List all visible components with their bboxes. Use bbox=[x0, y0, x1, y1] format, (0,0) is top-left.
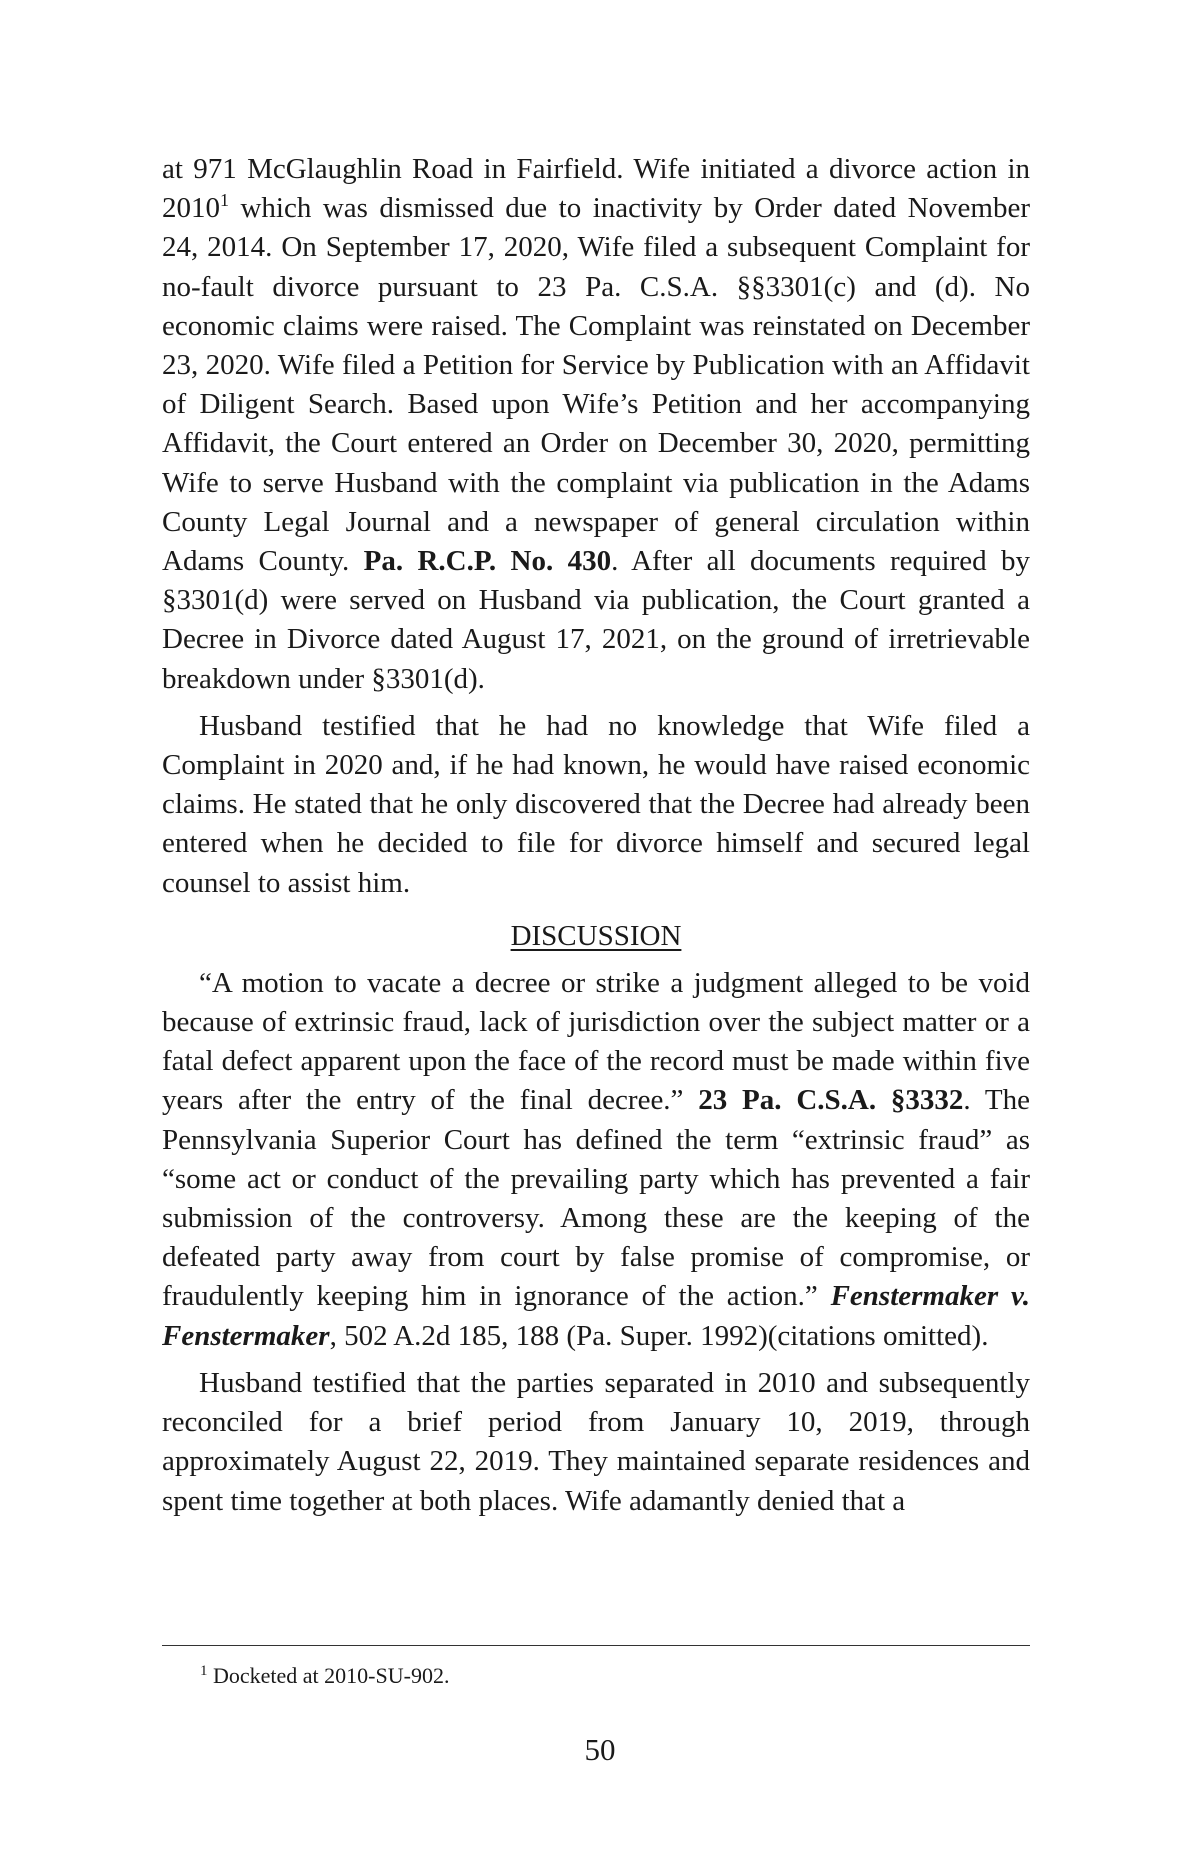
text-segment: which was dismissed due to inactivity by Order dated November 24, 2014. On September 17, 2020, Wife filed a subsequent Complaint for no-fault divorce pursuant to 23 Pa. C.S.A. §§3301(c) and (d). No economic claims were raised. The Complaint was reinstated on December 23, 2020. Wife filed a Petition for Service by Publication with an Affidavit of Diligent Search. Based upon Wife’s Petition and her accompanying Affidavit, the Court entered an Order on December 30, 2020, permitting Wife to serve Husband with the complaint via publication in the Adams County Legal Journal and a newspaper of general circulation within Adams County. bbox=[162, 192, 1030, 578]
paragraph-husband-testimony: Husband testified that he had no knowledge that Wife filed a Complaint in 2020 and, if he had known, he would have raised economic claims. He stated that he only discovered that the Decree had already been entered when he decided to file for divorce himself and secured legal counsel to assist him. bbox=[162, 709, 1030, 899]
text-segment: . After all documents required by §3301(d) were served on Husband via publication, the Court granted a Decree in Divorce dated August 17, 2021, on the ground of irretrievable breakdown under §3301(d). bbox=[162, 545, 1030, 695]
case-citation: Fenstermaker v. Fenstermaker bbox=[162, 1280, 1030, 1352]
footnote-text: Docketed at 2010-SU-902. bbox=[207, 1663, 450, 1688]
paragraph-procedural-history bbox=[162, 150, 1030, 699]
page-body bbox=[162, 150, 1030, 1521]
footnote-divider bbox=[162, 1645, 1030, 1646]
statute-citation: 23 Pa. C.S.A. §3332 bbox=[698, 1084, 964, 1117]
page-number: 50 bbox=[584, 1732, 616, 1767]
section-heading-discussion: DISCUSSION bbox=[510, 919, 682, 952]
footnote-marker: 1 bbox=[200, 1663, 208, 1679]
footnote-reference: 1 bbox=[220, 190, 229, 211]
text-segment: “A motion to vacate a decree or strike a judgment alleged to be void because of extrinsic fraud, lack of jurisdiction over the subject matter or a fatal defect apparent upon the face of the record must be made within five years after the entry of the final decree.” bbox=[162, 966, 1030, 1117]
text-segment: , 502 A.2d 185, 188 (Pa. Super. 1992)(citations omitted). bbox=[329, 1319, 989, 1352]
rule-citation: Pa. R.C.P. No. 430 bbox=[363, 545, 612, 578]
footnote bbox=[200, 1662, 449, 1690]
text-segment: at 971 McGlaughlin Road in Fairfield. Wife initiated a divorce action in 2010 bbox=[162, 153, 1030, 225]
paragraph-discussion bbox=[162, 964, 1030, 1356]
paragraph-separation-testimony: Husband testified that the parties separated in 2010 and subsequently reconciled for a brief period from January 10, 2019, through approximately August 22, 2019. They maintained separate residences and spent time together at both places. Wife adamantly denied that a bbox=[162, 1366, 1030, 1517]
text-segment: . The Pennsylvania Superior Court has defined the term “extrinsic fraud” as “some act or conduct of the prevailing party which has prevented a fair submission of the controversy. Among these are the keeping of the defeated party away from court by false promise of compromise, or fraudulently keeping him in ignorance of the action.” bbox=[162, 1084, 1031, 1313]
